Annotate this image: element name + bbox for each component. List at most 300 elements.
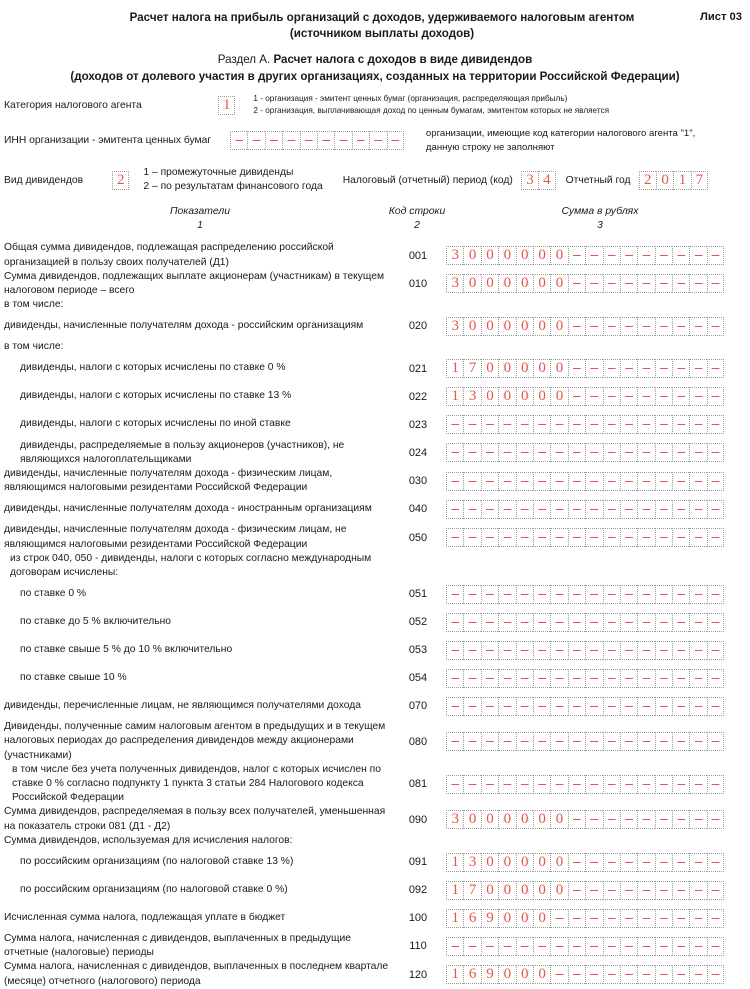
value-cell[interactable]: – [672,641,689,660]
value-cell[interactable]: – [620,415,637,434]
value-cell[interactable]: – [603,697,620,716]
value-cell[interactable]: 0 [498,810,515,829]
value-cell[interactable]: – [550,937,567,956]
value-cell[interactable]: – [498,472,515,491]
value-cell[interactable]: – [620,246,637,265]
value-cell[interactable]: 0 [550,274,567,293]
value-cell[interactable]: – [481,937,498,956]
value-cell[interactable]: – [655,853,672,872]
value-cell[interactable]: 0 [463,317,480,336]
value-cell[interactable]: 0 [533,853,550,872]
value-cell[interactable]: – [463,937,480,956]
value-cell[interactable]: 3 [521,171,538,190]
value-cell[interactable]: – [568,937,585,956]
value-cell[interactable]: – [481,500,498,519]
value-cell[interactable]: – [498,443,515,462]
value-cell[interactable]: – [637,317,654,336]
value-cell[interactable]: – [498,415,515,434]
value-cell[interactable]: – [620,775,637,794]
value-cell[interactable]: – [655,274,672,293]
value-cell[interactable]: – [707,909,724,928]
value-cell[interactable]: – [707,810,724,829]
row-amount-input[interactable] [444,853,724,872]
value-cell[interactable]: 0 [533,881,550,900]
value-cell[interactable]: – [481,732,498,751]
value-cell[interactable]: – [585,443,602,462]
value-cell[interactable]: – [603,641,620,660]
value-cell[interactable]: – [655,641,672,660]
value-cell[interactable]: – [568,697,585,716]
value-cell[interactable]: – [707,965,724,984]
value-cell[interactable]: – [637,359,654,378]
value-cell[interactable]: – [550,965,567,984]
value-cell[interactable]: – [707,585,724,604]
value-cell[interactable]: 0 [498,274,515,293]
value-cell[interactable]: – [603,415,620,434]
value-cell[interactable]: – [568,359,585,378]
value-cell[interactable]: – [585,387,602,406]
value-cell[interactable]: – [689,881,706,900]
value-cell[interactable]: – [533,775,550,794]
value-cell[interactable]: – [317,131,334,150]
value-cell[interactable]: – [585,909,602,928]
value-cell[interactable]: – [498,775,515,794]
value-cell[interactable]: – [568,585,585,604]
period-input[interactable] [521,171,556,190]
value-cell[interactable]: – [603,775,620,794]
value-cell[interactable]: – [585,613,602,632]
value-cell[interactable]: 1 [446,387,463,406]
value-cell[interactable]: 0 [533,965,550,984]
value-cell[interactable]: 2 [639,171,656,190]
value-cell[interactable]: – [603,528,620,547]
value-cell[interactable]: – [603,613,620,632]
value-cell[interactable]: – [516,472,533,491]
value-cell[interactable]: – [620,697,637,716]
value-cell[interactable]: – [637,810,654,829]
value-cell[interactable]: 0 [516,274,533,293]
value-cell[interactable]: – [672,317,689,336]
value-cell[interactable]: – [672,387,689,406]
value-cell[interactable]: – [620,641,637,660]
value-cell[interactable]: 0 [656,171,673,190]
value-cell[interactable]: – [707,669,724,688]
value-cell[interactable]: – [498,500,515,519]
value-cell[interactable]: – [672,732,689,751]
value-cell[interactable]: 0 [516,359,533,378]
value-cell[interactable]: – [689,443,706,462]
value-cell[interactable]: – [637,697,654,716]
value-cell[interactable]: – [585,669,602,688]
row-amount-input[interactable] [444,443,724,462]
value-cell[interactable]: – [369,131,386,150]
row-amount-input[interactable] [444,669,724,688]
value-cell[interactable]: 9 [481,909,498,928]
value-cell[interactable]: – [672,669,689,688]
value-cell[interactable]: – [620,937,637,956]
value-cell[interactable]: – [689,775,706,794]
value-cell[interactable]: 6 [463,909,480,928]
value-cell[interactable]: – [568,443,585,462]
value-cell[interactable]: – [689,613,706,632]
value-cell[interactable]: – [620,881,637,900]
value-cell[interactable]: – [446,937,463,956]
value-cell[interactable]: – [672,909,689,928]
value-cell[interactable]: 0 [516,853,533,872]
value-cell[interactable]: 3 [463,853,480,872]
value-cell[interactable]: – [603,937,620,956]
value-cell[interactable]: – [568,387,585,406]
value-cell[interactable]: – [655,613,672,632]
value-cell[interactable]: 1 [446,965,463,984]
value-cell[interactable]: 0 [516,246,533,265]
value-cell[interactable]: – [568,909,585,928]
value-cell[interactable]: – [585,500,602,519]
value-cell[interactable]: – [585,472,602,491]
value-cell[interactable]: – [672,246,689,265]
value-cell[interactable]: – [620,585,637,604]
value-cell[interactable]: – [481,775,498,794]
value-cell[interactable]: – [446,697,463,716]
value-cell[interactable]: – [603,274,620,293]
value-cell[interactable]: 1 [446,881,463,900]
value-cell[interactable]: 1 [446,359,463,378]
value-cell[interactable]: 0 [550,317,567,336]
value-cell[interactable]: – [672,697,689,716]
value-cell[interactable]: – [498,585,515,604]
row-amount-input[interactable] [444,359,724,378]
value-cell[interactable]: 1 [218,96,235,115]
value-cell[interactable]: 0 [533,274,550,293]
value-cell[interactable]: – [637,881,654,900]
value-cell[interactable]: – [620,669,637,688]
value-cell[interactable]: – [603,881,620,900]
value-cell[interactable]: – [446,443,463,462]
value-cell[interactable]: – [550,732,567,751]
value-cell[interactable]: – [568,500,585,519]
value-cell[interactable]: – [689,853,706,872]
value-cell[interactable]: – [689,500,706,519]
value-cell[interactable]: – [516,775,533,794]
year-input[interactable] [639,171,709,190]
value-cell[interactable]: – [446,641,463,660]
value-cell[interactable]: 0 [498,881,515,900]
value-cell[interactable]: – [689,732,706,751]
value-cell[interactable]: – [247,131,264,150]
value-cell[interactable]: – [637,246,654,265]
value-cell[interactable]: – [603,965,620,984]
value-cell[interactable]: 0 [463,810,480,829]
row-amount-input[interactable] [444,472,724,491]
row-amount-input[interactable] [444,528,724,547]
value-cell[interactable]: – [446,732,463,751]
value-cell[interactable]: – [568,528,585,547]
value-cell[interactable]: – [568,415,585,434]
value-cell[interactable]: – [463,472,480,491]
value-cell[interactable]: – [481,641,498,660]
value-cell[interactable]: – [655,528,672,547]
value-cell[interactable]: – [446,775,463,794]
value-cell[interactable]: – [655,500,672,519]
value-cell[interactable]: 0 [550,359,567,378]
value-cell[interactable]: – [516,528,533,547]
value-cell[interactable]: – [689,810,706,829]
value-cell[interactable]: – [672,415,689,434]
value-cell[interactable]: – [637,415,654,434]
row-amount-input[interactable] [444,500,724,519]
value-cell[interactable]: 3 [446,246,463,265]
value-cell[interactable]: – [550,909,567,928]
value-cell[interactable]: – [585,697,602,716]
value-cell[interactable]: – [550,443,567,462]
value-cell[interactable]: – [516,937,533,956]
value-cell[interactable]: – [550,415,567,434]
value-cell[interactable]: – [516,415,533,434]
value-cell[interactable]: – [498,528,515,547]
value-cell[interactable]: – [300,131,317,150]
value-cell[interactable]: – [585,937,602,956]
value-cell[interactable]: 1 [673,171,690,190]
value-cell[interactable]: 7 [463,359,480,378]
value-cell[interactable]: – [637,937,654,956]
value-cell[interactable]: – [533,669,550,688]
value-cell[interactable]: – [707,528,724,547]
value-cell[interactable]: – [463,641,480,660]
value-cell[interactable]: 0 [516,810,533,829]
value-cell[interactable]: – [463,500,480,519]
value-cell[interactable]: – [637,387,654,406]
value-cell[interactable]: – [481,697,498,716]
value-cell[interactable]: – [446,613,463,632]
value-cell[interactable]: – [637,585,654,604]
value-cell[interactable]: – [533,732,550,751]
value-cell[interactable]: – [498,669,515,688]
value-cell[interactable]: – [620,359,637,378]
value-cell[interactable]: 0 [481,246,498,265]
value-cell[interactable]: 0 [533,909,550,928]
value-cell[interactable]: – [672,528,689,547]
value-cell[interactable]: – [655,937,672,956]
value-cell[interactable]: – [707,359,724,378]
value-cell[interactable]: 0 [533,359,550,378]
value-cell[interactable]: – [387,131,404,150]
row-amount-input[interactable] [444,881,724,900]
value-cell[interactable]: – [568,853,585,872]
value-cell[interactable]: 0 [463,274,480,293]
value-cell[interactable]: 0 [533,387,550,406]
value-cell[interactable]: 0 [481,853,498,872]
value-cell[interactable]: – [707,613,724,632]
value-cell[interactable]: – [446,472,463,491]
value-cell[interactable]: – [516,443,533,462]
value-cell[interactable]: – [463,697,480,716]
value-cell[interactable]: – [707,246,724,265]
value-cell[interactable]: 0 [516,909,533,928]
value-cell[interactable]: 0 [533,810,550,829]
value-cell[interactable]: – [585,641,602,660]
value-cell[interactable]: – [516,732,533,751]
value-cell[interactable]: – [498,613,515,632]
value-cell[interactable]: – [603,246,620,265]
value-cell[interactable]: – [463,613,480,632]
value-cell[interactable]: – [585,317,602,336]
value-cell[interactable]: – [655,585,672,604]
value-cell[interactable]: – [334,131,351,150]
value-cell[interactable]: – [707,274,724,293]
value-cell[interactable]: – [655,697,672,716]
value-cell[interactable]: – [637,669,654,688]
value-cell[interactable]: – [655,732,672,751]
value-cell[interactable]: – [585,853,602,872]
value-cell[interactable]: – [707,641,724,660]
value-cell[interactable]: – [603,732,620,751]
value-cell[interactable]: – [672,359,689,378]
value-cell[interactable]: – [585,415,602,434]
value-cell[interactable]: 0 [498,246,515,265]
value-cell[interactable]: – [620,500,637,519]
value-cell[interactable]: – [446,415,463,434]
value-cell[interactable]: – [446,500,463,519]
value-cell[interactable]: – [637,965,654,984]
value-cell[interactable]: – [550,472,567,491]
value-cell[interactable]: – [568,613,585,632]
value-cell[interactable]: 0 [481,810,498,829]
inn-input[interactable] [230,131,404,150]
value-cell[interactable]: – [655,443,672,462]
value-cell[interactable]: – [603,853,620,872]
value-cell[interactable]: – [603,500,620,519]
value-cell[interactable]: – [481,472,498,491]
value-cell[interactable]: – [655,359,672,378]
value-cell[interactable]: 0 [498,359,515,378]
value-cell[interactable]: – [550,528,567,547]
value-cell[interactable]: – [282,131,299,150]
value-cell[interactable]: – [568,881,585,900]
value-cell[interactable]: – [655,387,672,406]
value-cell[interactable]: – [672,443,689,462]
value-cell[interactable]: – [516,500,533,519]
value-cell[interactable]: – [533,500,550,519]
value-cell[interactable]: – [689,415,706,434]
value-cell[interactable]: – [672,500,689,519]
value-cell[interactable]: – [568,965,585,984]
value-cell[interactable]: – [603,443,620,462]
row-amount-input[interactable] [444,246,724,265]
value-cell[interactable]: – [516,641,533,660]
value-cell[interactable]: – [533,613,550,632]
value-cell[interactable]: – [446,528,463,547]
category-input[interactable] [218,96,235,115]
value-cell[interactable]: – [568,317,585,336]
row-amount-input[interactable] [444,775,724,794]
value-cell[interactable]: – [672,472,689,491]
row-amount-input[interactable] [444,641,724,660]
value-cell[interactable]: – [707,387,724,406]
value-cell[interactable]: – [620,853,637,872]
value-cell[interactable]: 7 [691,171,708,190]
value-cell[interactable]: 1 [446,853,463,872]
value-cell[interactable]: – [655,246,672,265]
value-cell[interactable]: – [620,965,637,984]
value-cell[interactable]: – [672,775,689,794]
value-cell[interactable]: – [603,387,620,406]
value-cell[interactable]: 0 [481,274,498,293]
value-cell[interactable]: – [498,697,515,716]
value-cell[interactable]: – [689,669,706,688]
value-cell[interactable]: – [463,415,480,434]
value-cell[interactable]: 0 [533,246,550,265]
row-amount-input[interactable] [444,732,724,751]
value-cell[interactable]: – [463,585,480,604]
value-cell[interactable]: 0 [481,317,498,336]
value-cell[interactable]: – [568,732,585,751]
value-cell[interactable]: – [568,775,585,794]
row-amount-input[interactable] [444,937,724,956]
value-cell[interactable]: – [620,387,637,406]
value-cell[interactable]: – [655,881,672,900]
value-cell[interactable]: – [620,909,637,928]
value-cell[interactable]: – [620,732,637,751]
value-cell[interactable]: 0 [481,387,498,406]
value-cell[interactable]: – [265,131,282,150]
value-cell[interactable]: – [603,669,620,688]
value-cell[interactable]: – [637,500,654,519]
value-cell[interactable]: – [603,359,620,378]
value-cell[interactable]: – [585,274,602,293]
value-cell[interactable]: 3 [446,274,463,293]
value-cell[interactable]: – [603,810,620,829]
value-cell[interactable]: – [672,937,689,956]
value-cell[interactable]: – [620,443,637,462]
value-cell[interactable]: – [533,585,550,604]
value-cell[interactable]: – [655,909,672,928]
value-cell[interactable]: – [637,443,654,462]
value-cell[interactable]: – [585,775,602,794]
value-cell[interactable]: – [707,415,724,434]
value-cell[interactable]: – [689,909,706,928]
value-cell[interactable]: – [516,669,533,688]
value-cell[interactable]: 3 [446,317,463,336]
value-cell[interactable]: 0 [516,317,533,336]
value-cell[interactable]: – [655,415,672,434]
value-cell[interactable]: 6 [463,965,480,984]
value-cell[interactable]: – [689,274,706,293]
value-cell[interactable]: – [481,443,498,462]
value-cell[interactable]: – [689,937,706,956]
value-cell[interactable]: – [620,528,637,547]
value-cell[interactable]: – [637,732,654,751]
value-cell[interactable]: – [533,443,550,462]
value-cell[interactable]: 0 [463,246,480,265]
value-cell[interactable]: – [550,669,567,688]
value-cell[interactable]: 9 [481,965,498,984]
value-cell[interactable]: – [550,585,567,604]
value-cell[interactable]: – [516,613,533,632]
value-cell[interactable]: – [550,613,567,632]
value-cell[interactable]: – [689,387,706,406]
value-cell[interactable]: – [689,965,706,984]
value-cell[interactable]: – [672,810,689,829]
value-cell[interactable]: – [637,909,654,928]
value-cell[interactable]: – [585,528,602,547]
value-cell[interactable]: 0 [498,317,515,336]
dividend-type-input[interactable] [112,171,129,190]
value-cell[interactable]: 0 [550,810,567,829]
value-cell[interactable]: – [230,131,247,150]
value-cell[interactable]: – [463,732,480,751]
value-cell[interactable]: – [689,317,706,336]
value-cell[interactable]: 0 [516,881,533,900]
